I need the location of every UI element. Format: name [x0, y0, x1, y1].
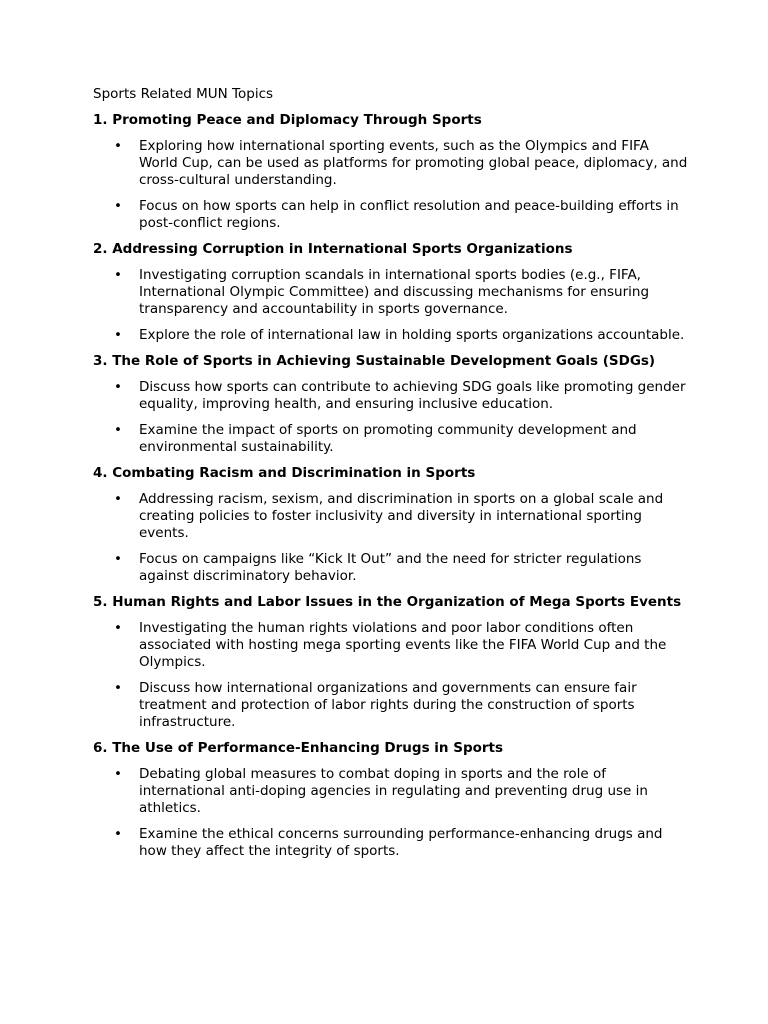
topic-heading: 6. The Use of Performance-Enhancing Drugs in Sports [93, 740, 504, 757]
bullet-item [93, 551, 688, 585]
bullet-icon: • [114, 138, 122, 154]
topic-heading: 5. Human Rights and Labor Issues in the Organization of Mega Sports Events [93, 594, 682, 611]
bullet-item [93, 491, 688, 541]
bullet-item [93, 620, 688, 670]
bullet-list [93, 491, 688, 584]
bullet-icon: • [114, 197, 122, 214]
topic-1 [93, 112, 688, 231]
bullet-list [93, 267, 688, 344]
bullet-text: Investigating corruption scandals in international sports bodies (e.g., FIFA, International Olympic Committee) and discussing mechanisms for ensuring transparency and accountability in sports governance. [139, 266, 650, 317]
bullet-text: Discuss how international organizations and governments can ensure fair treatment and protection of labor rights during the construction of sports infrastructure. [139, 680, 637, 730]
topic-2 [93, 241, 688, 344]
bullet-text: Explore the role of international law in holding sports organizations accountable. [139, 326, 685, 343]
bullet-icon: • [114, 766, 122, 783]
bullet-item [93, 680, 688, 730]
topic-3 [93, 353, 688, 456]
bullet-icon: • [114, 680, 122, 697]
bullet-item [93, 422, 688, 456]
bullet-item [93, 267, 688, 317]
bullet-icon: • [114, 551, 122, 568]
bullet-list [93, 620, 688, 730]
bullet-text: Focus on campaigns like “Kick It Out” and the need for stricter regulations against discriminatory behavior. [139, 551, 642, 585]
bullet-text: Investigating the human rights violations and poor labor conditions often associated with hosting mega sporting events like the FIFA World Cup and the Olympics. [139, 620, 667, 670]
bullet-icon: • [114, 326, 122, 343]
bullet-list [93, 766, 688, 859]
bullet-icon: • [114, 422, 122, 439]
bullet-item [93, 379, 688, 413]
topic-5 [93, 594, 688, 730]
bullet-list [93, 379, 688, 456]
document-title: Sports Related MUN Topics [93, 86, 274, 102]
topic-heading: 3. The Role of Sports in Achieving Sustainable Development Goals (SDGs) [93, 353, 656, 370]
bullet-icon: • [114, 491, 122, 508]
topic-heading: 2. Addressing Corruption in International Sports Organizations [93, 240, 573, 257]
bullet-item [93, 826, 688, 860]
bullet-text: Addressing racism, sexism, and discrimination in sports on a global scale and creating policies to foster inclusivity and diversity in international sporting events. [139, 491, 664, 541]
bullet-text: Examine the ethical concerns surrounding performance-enhancing drugs and how they affect the integrity of sports. [139, 826, 663, 859]
bullet-icon: • [114, 826, 122, 843]
bullet-list [93, 138, 688, 231]
topic-4 [93, 465, 688, 584]
bullet-icon: • [114, 266, 122, 283]
bullet-text: Discuss how sports can contribute to achieving SDG goals like promoting gender equality, improving health, and ensuring inclusive education. [139, 379, 686, 412]
bullet-text: Focus on how sports can help in conflict resolution and peace-building efforts in post-conflict regions. [139, 197, 679, 231]
topic-6 [93, 740, 688, 859]
bullet-icon: • [114, 620, 122, 637]
bullet-item [93, 327, 688, 344]
bullet-text: Exploring how international sporting events, such as the Olympics and FIFA World Cup, can be used as platforms for promoting global peace, diplomacy, and cross-cultural understanding. [139, 138, 688, 188]
topic-heading: 1. Promoting Peace and Diplomacy Through Sports [93, 112, 482, 128]
bullet-text: Debating global measures to combat doping in sports and the role of international anti-doping agencies in regulating and preventing drug use in athletics. [139, 766, 648, 816]
bullet-text: Examine the impact of sports on promoting community development and environmental sustainability. [139, 422, 637, 456]
bullet-icon: • [114, 379, 122, 396]
topic-heading: 4. Combating Racism and Discrimination in Sports [93, 465, 476, 482]
bullet-item [93, 138, 688, 188]
bullet-item [93, 766, 688, 816]
bullet-item [93, 198, 688, 232]
